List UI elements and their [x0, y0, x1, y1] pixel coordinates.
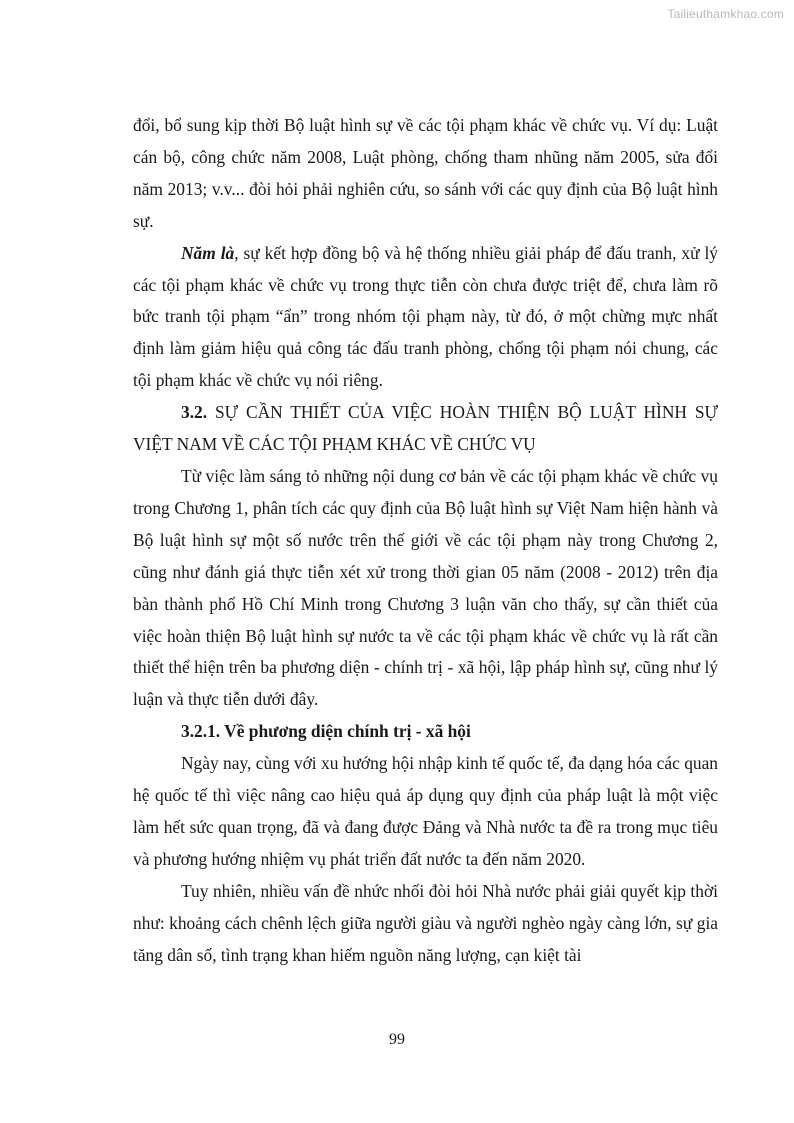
paragraph-fifth-point-text: , sự kết hợp đồng bộ và hệ thống nhiều giải pháp để đấu tranh, xử lý các tội phạm khác về chức vụ trong thực tiễn còn chưa được triệt để, chưa làm rõ bức tranh tội phạm “ẩn” trong nhóm tội phạm này, từ đó, ở một chừng mực nhất định làm giảm hiệu quả công tác đấu tranh phòng, chống tội phạm nói chung, các tội phạm khác về chức vụ nói riêng. — [133, 242, 718, 391]
paragraph-lead-emphasis: Năm là — [181, 242, 235, 263]
subsection-heading: 3.2.1. Về phương diện chính trị - xã hội — [181, 721, 471, 742]
paragraph-context: Ngày nay, cùng với xu hướng hội nhập kinh tế quốc tế, đa dạng hóa các quan hệ quốc tế thì việc nâng cao hiệu quả áp dụng quy định của pháp luật là một việc làm hết sức quan trọng, đã và đang được Đảng và Nhà nước ta đề ra trong mục tiêu và phương hướng nhiệm vụ phát triển đất nước ta đến năm 2020. — [133, 753, 718, 869]
paragraph-section-intro: Từ việc làm sáng tỏ những nội dung cơ bản về các tội phạm khác về chức vụ trong Chương 1, phân tích các quy định của Bộ luật hình sự Việt Nam hiện hành và Bộ luật hình sự một số nước trên thế giới về các tội phạm này trong Chương 2, cũng như đánh giá thực tiễn xét xử trong thời gian 05 năm (2008 - 2012) trên địa bàn thành phố Hồ Chí Minh trong Chương 3 luận văn cho thấy, sự cần thiết của việc hoàn thiện Bộ luật hình sự nước ta về các tội phạm khác về chức vụ là rất cần thiết thể hiện trên ba phương diện - chính trị - xã hội, lập pháp hình sự, cũng như lý luận và thực tiễn dưới đây. — [133, 465, 718, 710]
paragraph-issues: Tuy nhiên, nhiều vấn đề nhức nhối đòi hỏi Nhà nước phải giải quyết kịp thời như: khoảng cách chênh lệch giữa người giàu và người nghèo ngày càng lớn, sự gia tăng dân số, tình trạng khan hiếm nguồn năng lượng, cạn kiệt tài — [133, 880, 718, 965]
paragraph-fifth-point — [133, 238, 718, 398]
document-body — [133, 110, 718, 971]
watermark-text: Tailieuthamkhao.com — [667, 7, 784, 21]
section-title: SỰ CẦN THIẾT CỦA VIỆC HOÀN THIỆN BỘ LUẬT HÌNH SỰ VIỆT NAM VỀ CÁC TỘI PHẠM KHÁC VỀ CHỨC VỤ — [133, 402, 718, 455]
section-number: 3.2. — [181, 402, 208, 423]
paragraph-continuation: đổi, bổ sung kịp thời Bộ luật hình sự về các tội phạm khác về chức vụ. Ví dụ: Luật cán bộ, công chức năm 2008, Luật phòng, chống tham nhũng năm 2005, sửa đổi năm 2013; v.v... đòi hỏi phải nghiên cứu, so sánh với các quy định của Bộ luật hình sự. — [133, 115, 718, 231]
page-number: 99 — [389, 1031, 405, 1048]
section-heading — [133, 397, 718, 461]
